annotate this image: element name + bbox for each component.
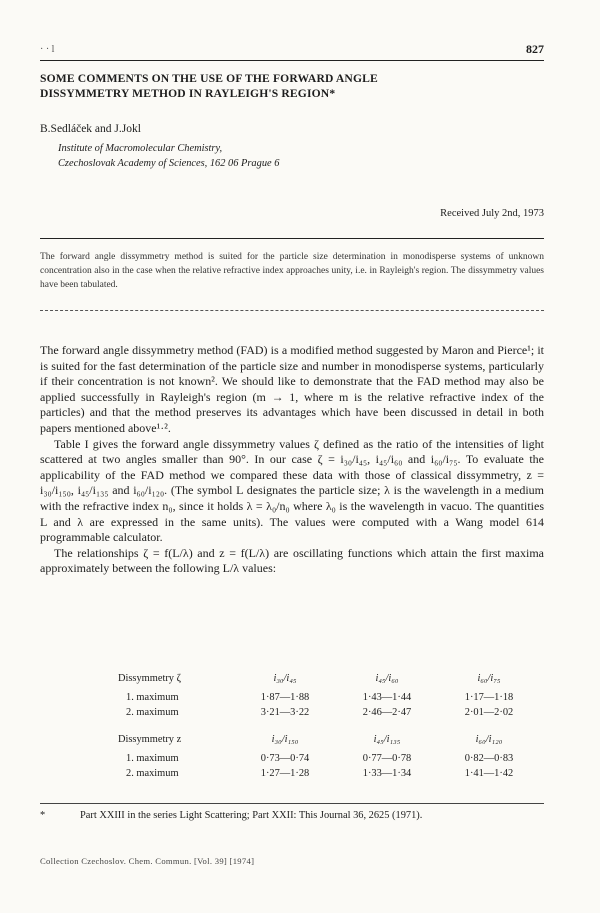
abstract-rule-bottom	[40, 310, 544, 311]
table-cell: 2·01—2·02	[464, 707, 514, 718]
table-row	[40, 707, 544, 722]
received-date: Received July 2nd, 1973	[440, 208, 544, 219]
page-number: 827	[526, 42, 544, 56]
header-rule	[40, 60, 544, 61]
footnote-marker: *	[40, 810, 46, 821]
table-row	[40, 692, 544, 707]
table-col-header: i₃₀/i₄₅	[273, 673, 297, 684]
paragraph-3: The relationships ζ = f(L/λ) and z = f(L/λ) are oscillating functions which attain the first maxima approximately between the following L/λ values:	[40, 545, 544, 576]
page-header	[40, 42, 544, 58]
table-cell: 1·43—1·44	[362, 692, 412, 703]
row-label: 1. maximum	[126, 692, 179, 703]
table-header-row	[40, 673, 544, 688]
table-cell: 1·87—1·88	[260, 692, 310, 703]
title-line-2: DISSYMMETRY METHOD IN RAYLEIGH'S REGION*	[40, 87, 336, 100]
table-cell: 0·73—0·74	[260, 753, 310, 764]
article-body	[40, 343, 544, 577]
table-col-header: i₃₀/i₁₅₀	[271, 734, 299, 745]
table-block2-label: Dissymmetry z	[118, 734, 182, 745]
table-col-header: i₆₀/i₇₅	[477, 673, 501, 684]
footnote	[40, 810, 544, 821]
table-cell: 0·82—0·83	[464, 753, 514, 764]
paragraph-1: The forward angle dissymmetry method (FAD) is a modified method suggested by Maron and Pierce¹; it is suited for the fast determination of the particle size and number in monodisperse systems, particularly if their concentration is not known². We should like to demonstrate that the FAD method may also be applied successfully in Rayleigh's region (m → 1, where m is the relative refractive index of the particles) and that the method preserves its advantages which have been discussed in detail in both papers mentioned above¹·².	[40, 343, 544, 435]
table-col-header: i₄₅/i₆₀	[375, 673, 399, 684]
footnote-text: Part XXIII in the series Light Scattering; Part XXII: This Journal 36, 2625 (1971).	[80, 810, 423, 821]
authors: B.Sedláček and J.Jokl	[40, 123, 141, 135]
row-label: 2. maximum	[126, 768, 179, 779]
row-label: 2. maximum	[126, 707, 179, 718]
maxima-table	[40, 673, 544, 783]
table-row	[40, 753, 544, 768]
article-title	[40, 71, 544, 101]
abstract-rule-top	[40, 238, 544, 239]
table-col-header: i₄₅/i₁₃₅	[373, 734, 401, 745]
affiliation-line-1: Institute of Macromolecular Chemistry,	[58, 143, 223, 154]
affiliation	[58, 141, 279, 171]
paragraph-2: Table I gives the forward angle dissymmetry values ζ defined as the ratio of the intensities of light scattered at two angles smaller than 90°. In our case ζ = i₃₀/i₄₅, i₄₅/i₆₀ and i₆₀/i₇₅. To evaluate the applicability of the FAD method we compared these data with those of classical dissymmetry, z = i₃₀/i₁₅₀, i₄₅/i₁₃₅ and i₆₀/i₁₂₀. (The symbol L designates the particle size; λ is the wavelength in a medium with the refractive index n₀, since it holds λ = λ₀/n₀ where λ₀ is the wavelength in vacuo. The quantities L and λ are expressed in the same units). The values were computed with a Wang model 614 programmable calculator.	[40, 436, 544, 545]
table-row	[40, 768, 544, 783]
table-cell: 2·46—2·47	[362, 707, 412, 718]
row-label: 1. maximum	[126, 753, 179, 764]
table-cell: 1·27—1·28	[260, 768, 310, 779]
footnote-rule	[40, 803, 544, 804]
journal-citation-line: Collection Czechoslov. Chem. Commun. [Vol. 39] [1974]	[40, 856, 255, 866]
table-col-header: i₆₀/i₁₂₀	[475, 734, 503, 745]
abstract: The forward angle dissymmetry method is suited for the particle size determination in monodisperse systems of unknown concentration also in the case when the relative refractive index approaches unity, i.e. in Rayleigh's region. The dissymmetry values have been tabulated.	[40, 252, 544, 290]
table-cell: 1·33—1·34	[362, 768, 412, 779]
table-block1-label: Dissymmetry ζ	[118, 673, 181, 684]
table-cell: 0·77—0·78	[362, 753, 412, 764]
table-cell: 3·21—3·22	[260, 707, 310, 718]
table-cell: 1·17—1·18	[464, 692, 514, 703]
header-mark: · · l	[40, 44, 55, 55]
affiliation-line-2: Czechoslovak Academy of Sciences, 162 06 Prague 6	[58, 158, 280, 169]
table-header-row	[40, 734, 544, 749]
table-cell: 1·41—1·42	[464, 768, 514, 779]
title-line-1: SOME COMMENTS ON THE USE OF THE FORWARD ANGLE	[40, 72, 378, 85]
